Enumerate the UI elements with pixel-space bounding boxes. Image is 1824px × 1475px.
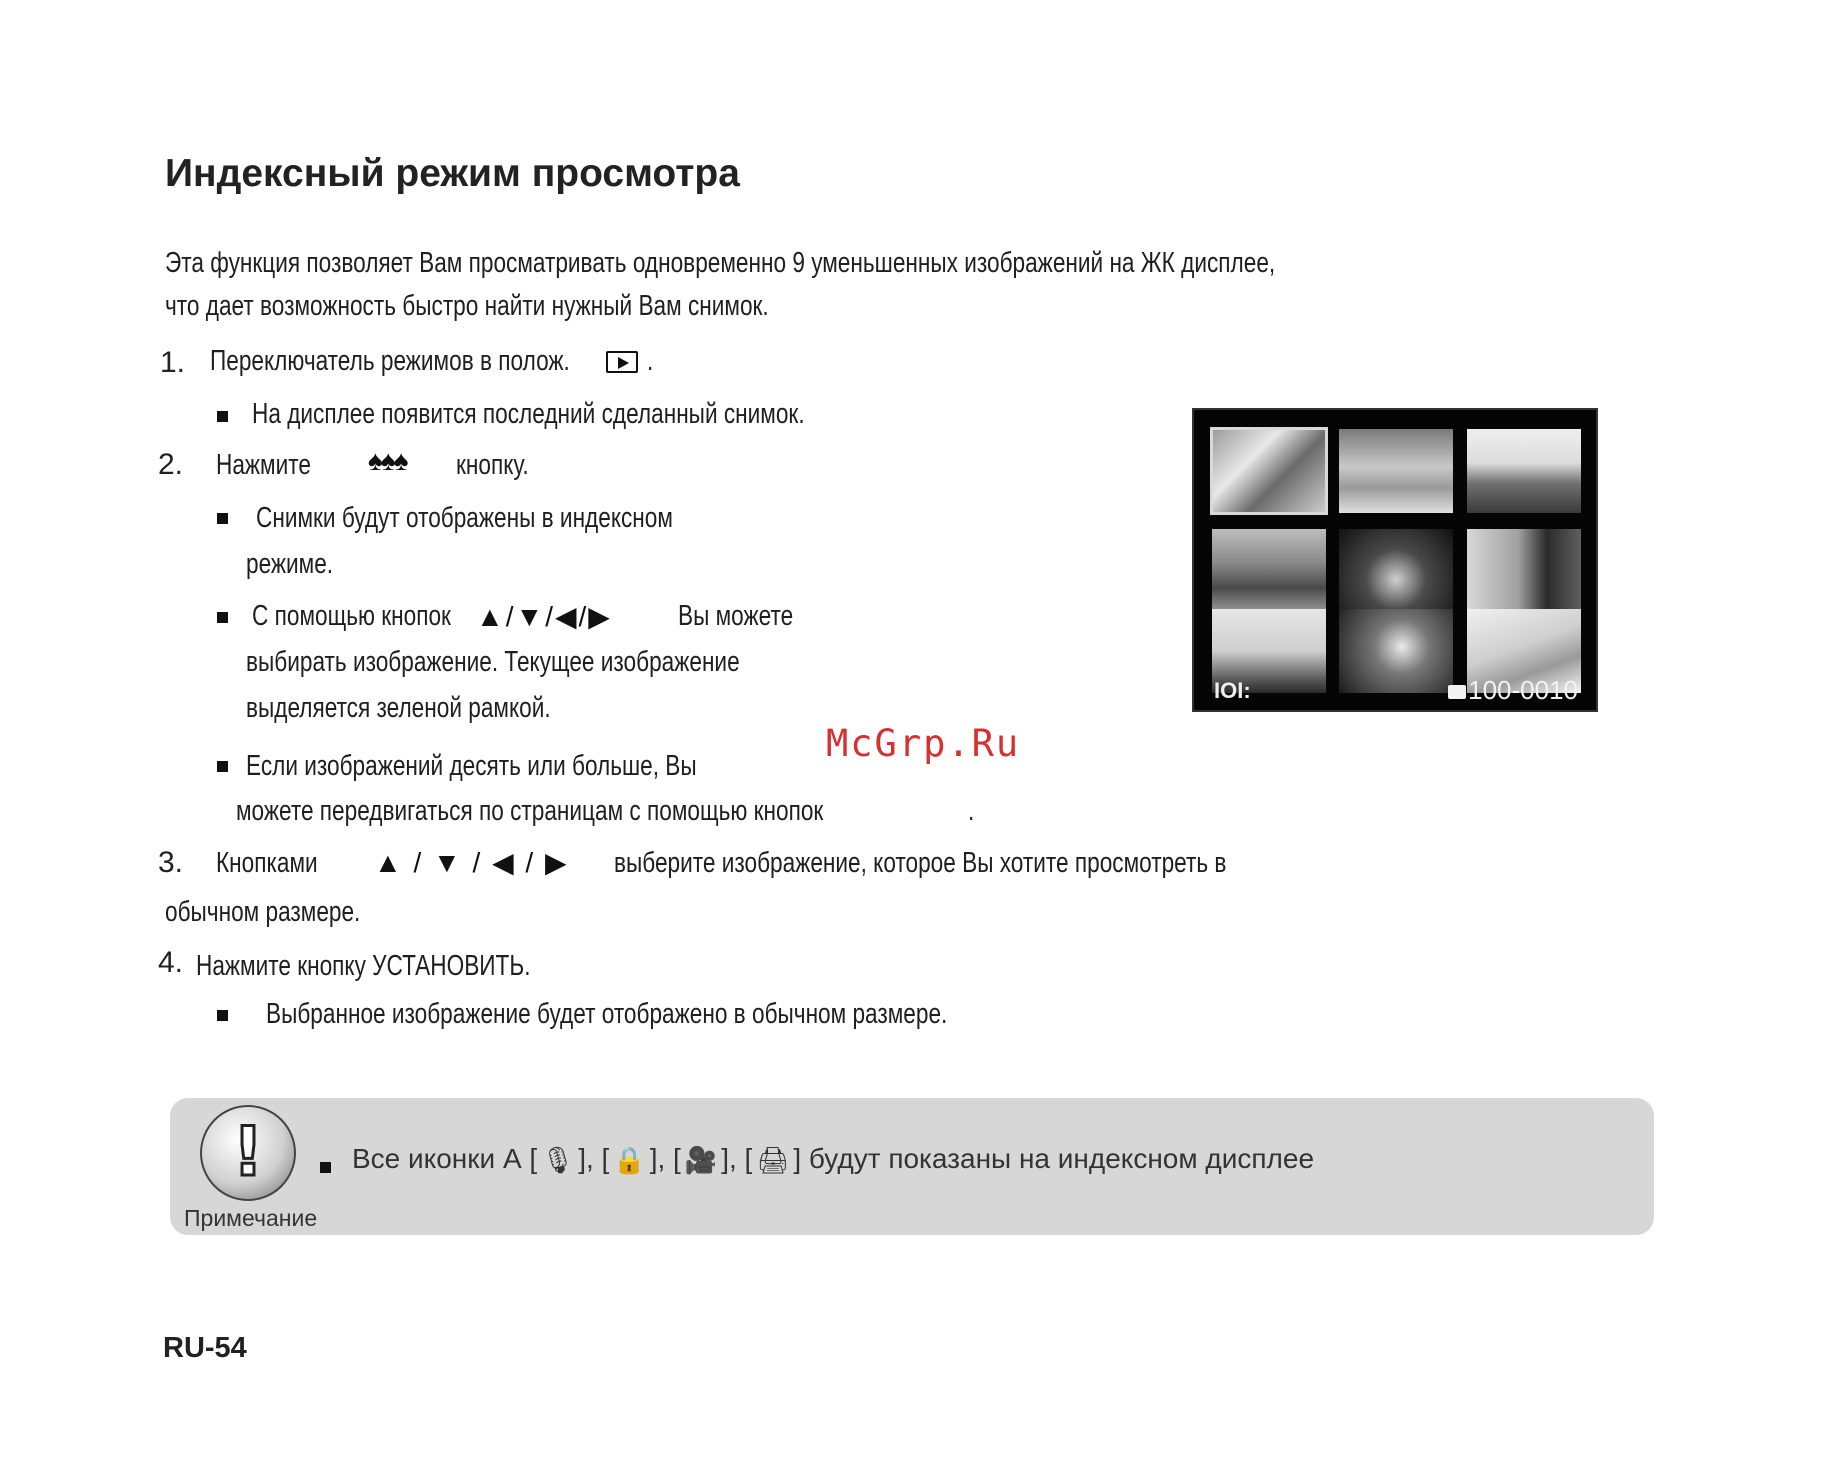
step-2-bullet-3-dot: . [968,795,975,827]
page-number: RU-54 [163,1332,247,1364]
thumbnail-selected [1212,429,1326,513]
step-3-number: 3. [158,846,184,879]
step-4-bullet: Выбранное изображение будет отображено в обычном размере. [266,998,948,1030]
bullet-icon [217,761,228,772]
step-4-number: 4. [158,946,184,979]
step-4-text: Нажмите кнопку УСТАНОВИТЬ. [196,950,531,982]
note-label: Примечание [184,1205,318,1231]
step-2-number: 2. [158,448,184,481]
step-1-bullet: На дисплее появится последний сделанный снимок. [252,398,805,430]
intro-line-2: что дает возможность быстро найти нужный Вам снимок. [165,290,769,322]
step-1-text: Переключатель режимов в полож. [210,345,570,377]
step-2-bullet-1-line-1: Снимки будут отображены в индексном [256,502,673,534]
navigation-arrows-icon: ▲ / ▼ / ◀ / ▶ [374,847,569,878]
dpof-print-icon: 🖨 [756,1145,790,1176]
thumbnail [1339,529,1453,613]
step-3-line-2: обычном размере. [165,896,361,928]
step-2-bullet-3-line-2: можете передвигаться по страницам с помощью кнопок [236,795,824,827]
bullet-icon [217,1010,228,1021]
thumbnail [1212,529,1326,613]
step-2-bullet-2-line-3: выделяется зеленой рамкой. [246,692,551,724]
thumbnail [1467,429,1581,513]
note-text-pre: Все иконки А [ [352,1143,538,1174]
movie-icon: 🎥 [684,1145,718,1176]
navigation-arrows-icon: ▲/▼/◀/▶ [476,601,612,632]
thumbnail [1339,429,1453,513]
step-1-dot: . [647,345,654,377]
step-2-bullet-2-pre: С помощью кнопок [252,600,451,632]
note-text-post: ] будут показаны на индексном дисплее [793,1143,1315,1174]
voice-memo-icon: 🎙 [541,1145,575,1176]
folder-file-label: 100-0010 [1468,675,1578,705]
note-sep-1: ], [ [578,1143,610,1174]
page-title: Индексный режим просмотра [165,152,740,195]
folder-icon [1448,685,1466,699]
step-2-bullet-2-post: Вы можете [678,600,794,632]
step-2-bullet-1-line-2: режиме. [246,548,334,580]
index-mode-icon: IOI: [1214,678,1251,703]
bullet-icon [217,411,228,422]
step-1-number: 1. [160,346,186,379]
note-text [352,1143,1314,1176]
index-button-icon: ♠♠♠ [368,445,407,476]
step-3-post: выберите изображение, которое Вы хотите просмотреть в [614,847,1227,879]
intro-line-1: Эта функция позволяет Вам просматривать одновременно 9 уменьшенных изображений на ЖК дисплее, [165,247,1276,279]
bullet-icon [217,612,228,623]
lcd-index-preview [1192,408,1598,712]
step-2-press: Нажмите [216,449,311,481]
bullet-icon [217,513,228,524]
note-sep-2: ], [ [649,1143,681,1174]
bullet-icon [320,1162,331,1173]
watermark: McGrp.Ru [826,722,1021,765]
exclamation-icon: ! [200,1105,296,1201]
thumbnail [1339,609,1453,693]
note-sep-3: ], [ [721,1143,753,1174]
step-3-pre: Кнопками [216,847,318,879]
folder-file-number [1448,675,1578,706]
step-2-button-text: кнопку. [456,449,529,481]
step-2-bullet-2-line-2: выбирать изображение. Текущее изображение [246,646,740,678]
lock-icon: 🔒 [613,1145,646,1176]
step-2-bullet-3-line-1: Если изображений десять или больше, Вы [246,750,697,782]
playback-mode-icon [606,351,638,373]
thumbnail [1467,529,1581,613]
